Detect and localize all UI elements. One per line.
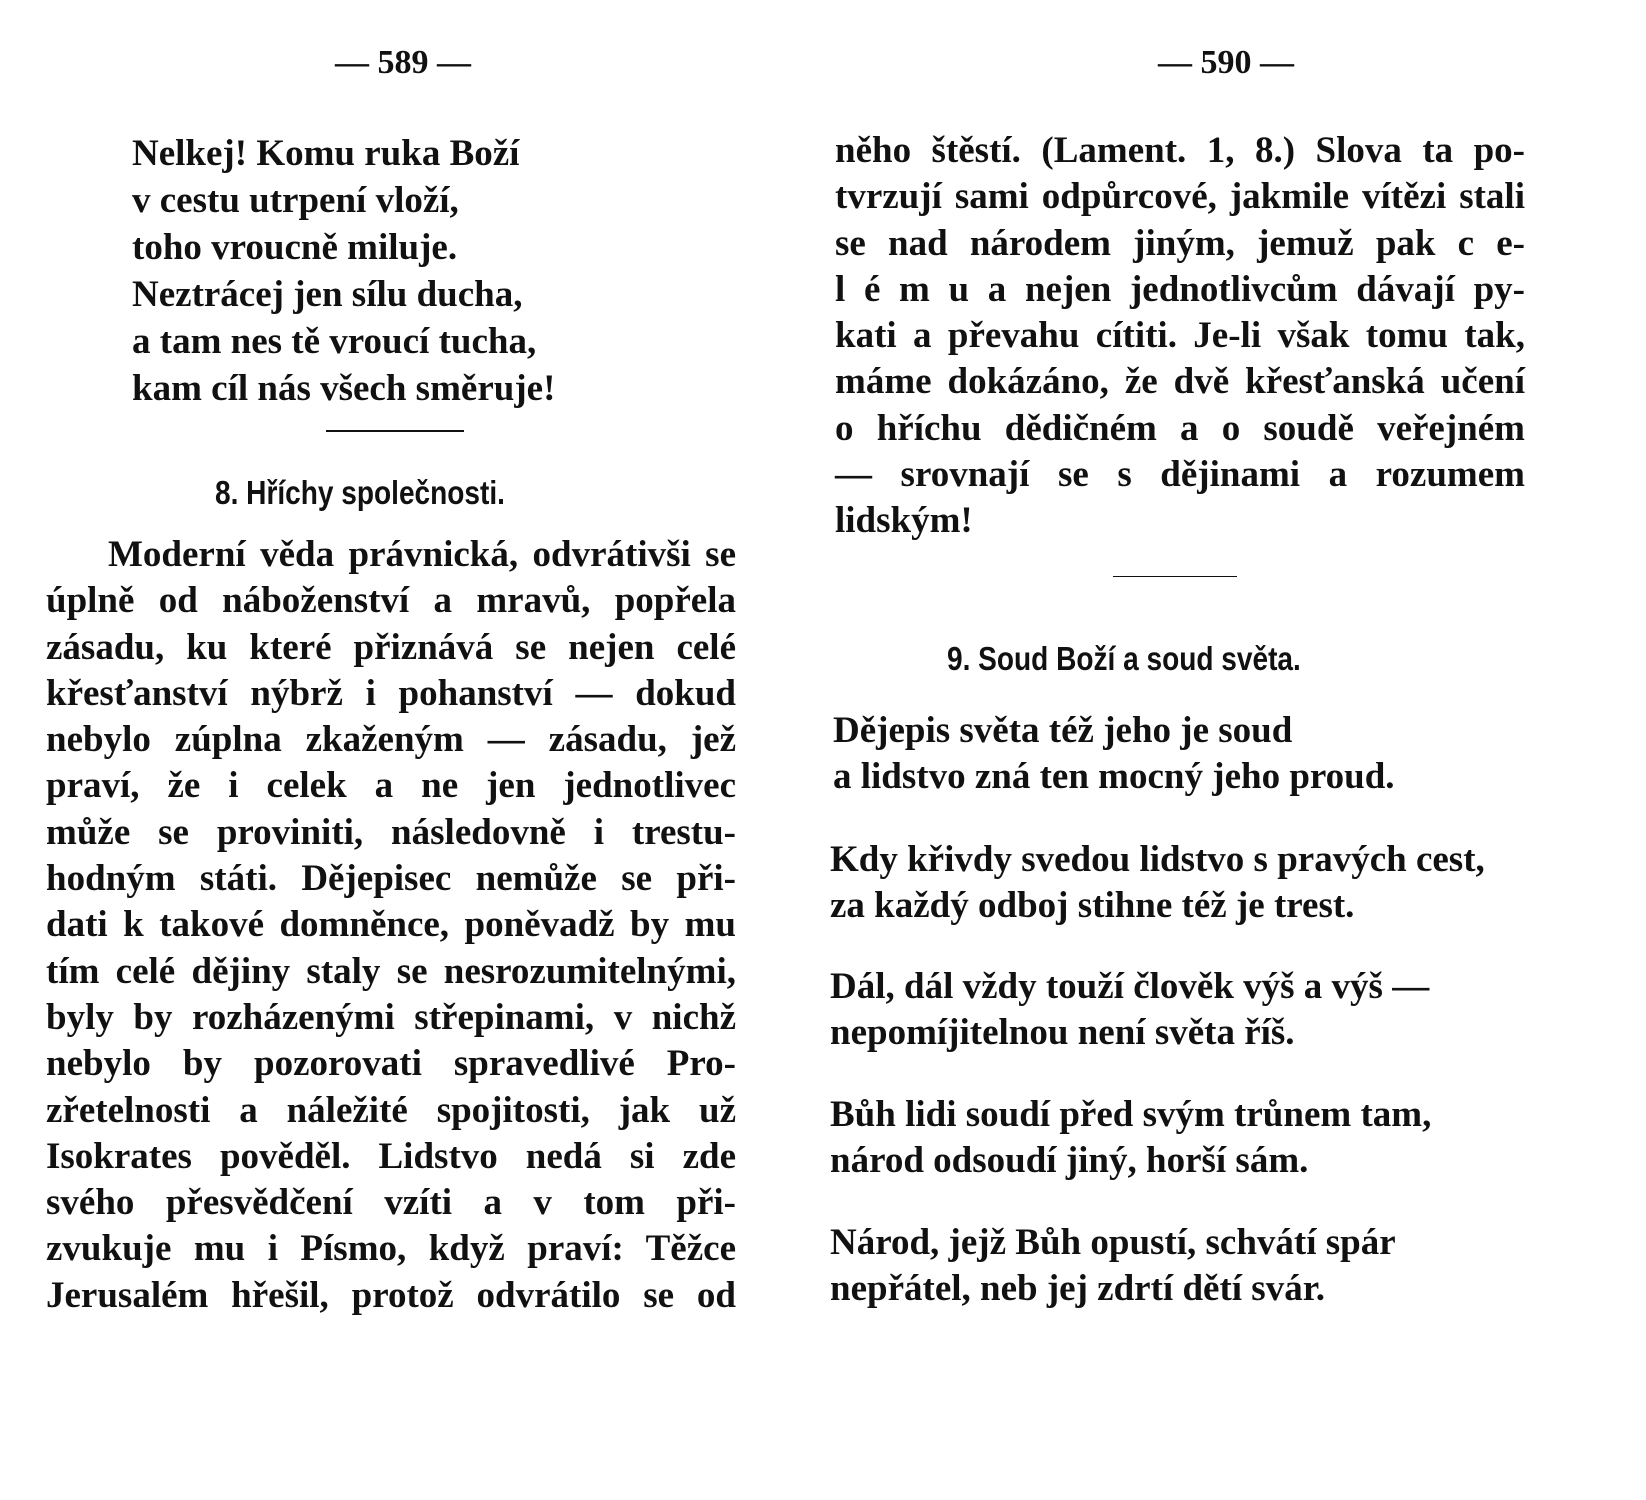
paragraph-left	[46, 532, 736, 1319]
poem-line: a tam nes tě vroucí tucha,	[132, 321, 537, 362]
page-number-590: — 590 —	[1158, 44, 1294, 81]
stanza-line: Kdy křivdy svedou lidstvo s pravých cest,	[830, 839, 1485, 880]
text-line: nebylo zúplna zkaženým — zásadu, jež	[46, 719, 736, 761]
stanza	[833, 708, 1395, 800]
stanza	[830, 1092, 1431, 1184]
text-line: Moderní věda právnická, odvrátivši se	[108, 534, 736, 575]
section-title-9: 9. Soud Boží a soud světa.	[947, 640, 1301, 677]
text-line: Jerusalém hřešil, protož odvrátilo se od	[46, 1274, 736, 1316]
text-line: zásadu, ku které přiznává se nejen celé	[46, 626, 736, 668]
text-line: něho štěstí. (Lament. 1, 8.) Slova ta po-	[835, 130, 1525, 171]
text-line: se nad národem jiným, jemuž pak c e-	[835, 222, 1525, 264]
page-number-589: — 589 —	[335, 44, 471, 81]
text-line: tím celé dějiny staly se nesrozumitelnými,	[46, 950, 736, 992]
text-line: svého přesvědčení vzíti a v tom při-	[46, 1182, 736, 1224]
stanza-line: za každý odboj stihne též je trest.	[830, 885, 1355, 926]
text-line: dati k takové domněnce, poněvadž by mu	[46, 904, 736, 946]
stanza	[830, 1220, 1396, 1312]
text-line: úplně od náboženství a mravů, popřela	[46, 580, 736, 622]
stanza	[830, 837, 1485, 929]
section-title-8: 8. Hříchy společnosti.	[215, 474, 505, 511]
stanza-line: nepomíjitelnou není světa říš.	[830, 1012, 1295, 1053]
text-line: tvrzují sami odpůrcové, jakmile vítězi stali	[835, 176, 1525, 218]
stanza-line: Bůh lidi soudí před svým trůnem tam,	[830, 1094, 1432, 1135]
text-line: může se proviniti, následovně i trestu-	[46, 811, 736, 853]
text-line: zřetelnosti a náležité spojitosti, jak už	[46, 1089, 736, 1131]
text-line: křesťanství nýbrž i pohanství — dokud	[46, 672, 736, 714]
text-line: Isokrates pověděl. Lidstvo nedá si zde	[46, 1135, 736, 1177]
text-line: zvukuje mu i Písmo, když praví: Těžce	[46, 1228, 736, 1270]
stanza-line: Dál, dál vždy touží člověk výš a výš —	[830, 966, 1430, 1007]
poem	[132, 130, 555, 412]
text-line: hodným státi. Dějepisec nemůže se při-	[46, 858, 736, 900]
text-line: byly by rozházenými střepinami, v nichž	[46, 996, 736, 1038]
stanza	[830, 964, 1429, 1056]
section-divider	[1113, 576, 1237, 577]
text-line: — srovnají se s dějinami a rozumem	[835, 454, 1525, 496]
text-line: kati a převahu cítiti. Je-li však tomu tak,	[835, 315, 1525, 357]
text-line: l é m u a nejen jednotlivcům dávají py-	[835, 268, 1525, 310]
stanza-line: Dějepis světa též jeho je soud	[833, 710, 1293, 751]
poem-line: Nelkej! Komu ruka Boží	[132, 133, 520, 174]
poem-line: kam cíl nás všech směruje!	[132, 368, 556, 409]
poem-line: toho vroucně miluje.	[132, 227, 458, 268]
stanza-line: národ odsoudí jiný, horší sám.	[830, 1140, 1309, 1181]
text-line: nebylo by pozorovati spravedlivé Pro-	[46, 1043, 736, 1085]
stanza-line: Národ, jejž Bůh opustí, schvátí spár	[830, 1222, 1396, 1263]
stanza-line: nepřátel, neb jej zdrtí dětí svár.	[830, 1268, 1325, 1309]
right-page	[823, 0, 1646, 1500]
text-line: praví, že i celek a ne jen jednotlivec	[46, 765, 736, 807]
paragraph-right	[835, 128, 1525, 545]
text-line: lidským!	[835, 500, 973, 542]
stanza-line: a lidstvo zná ten mocný jeho proud.	[833, 756, 1395, 797]
text-line: máme dokázáno, že dvě křesťanská učení	[835, 361, 1525, 403]
poem-line: Neztrácej jen sílu ducha,	[132, 274, 523, 315]
text-line: o hříchu dědičném a o soudě veřejném	[835, 407, 1525, 449]
section-divider	[326, 430, 464, 432]
poem-line: v cestu utrpení vloží,	[132, 180, 459, 221]
